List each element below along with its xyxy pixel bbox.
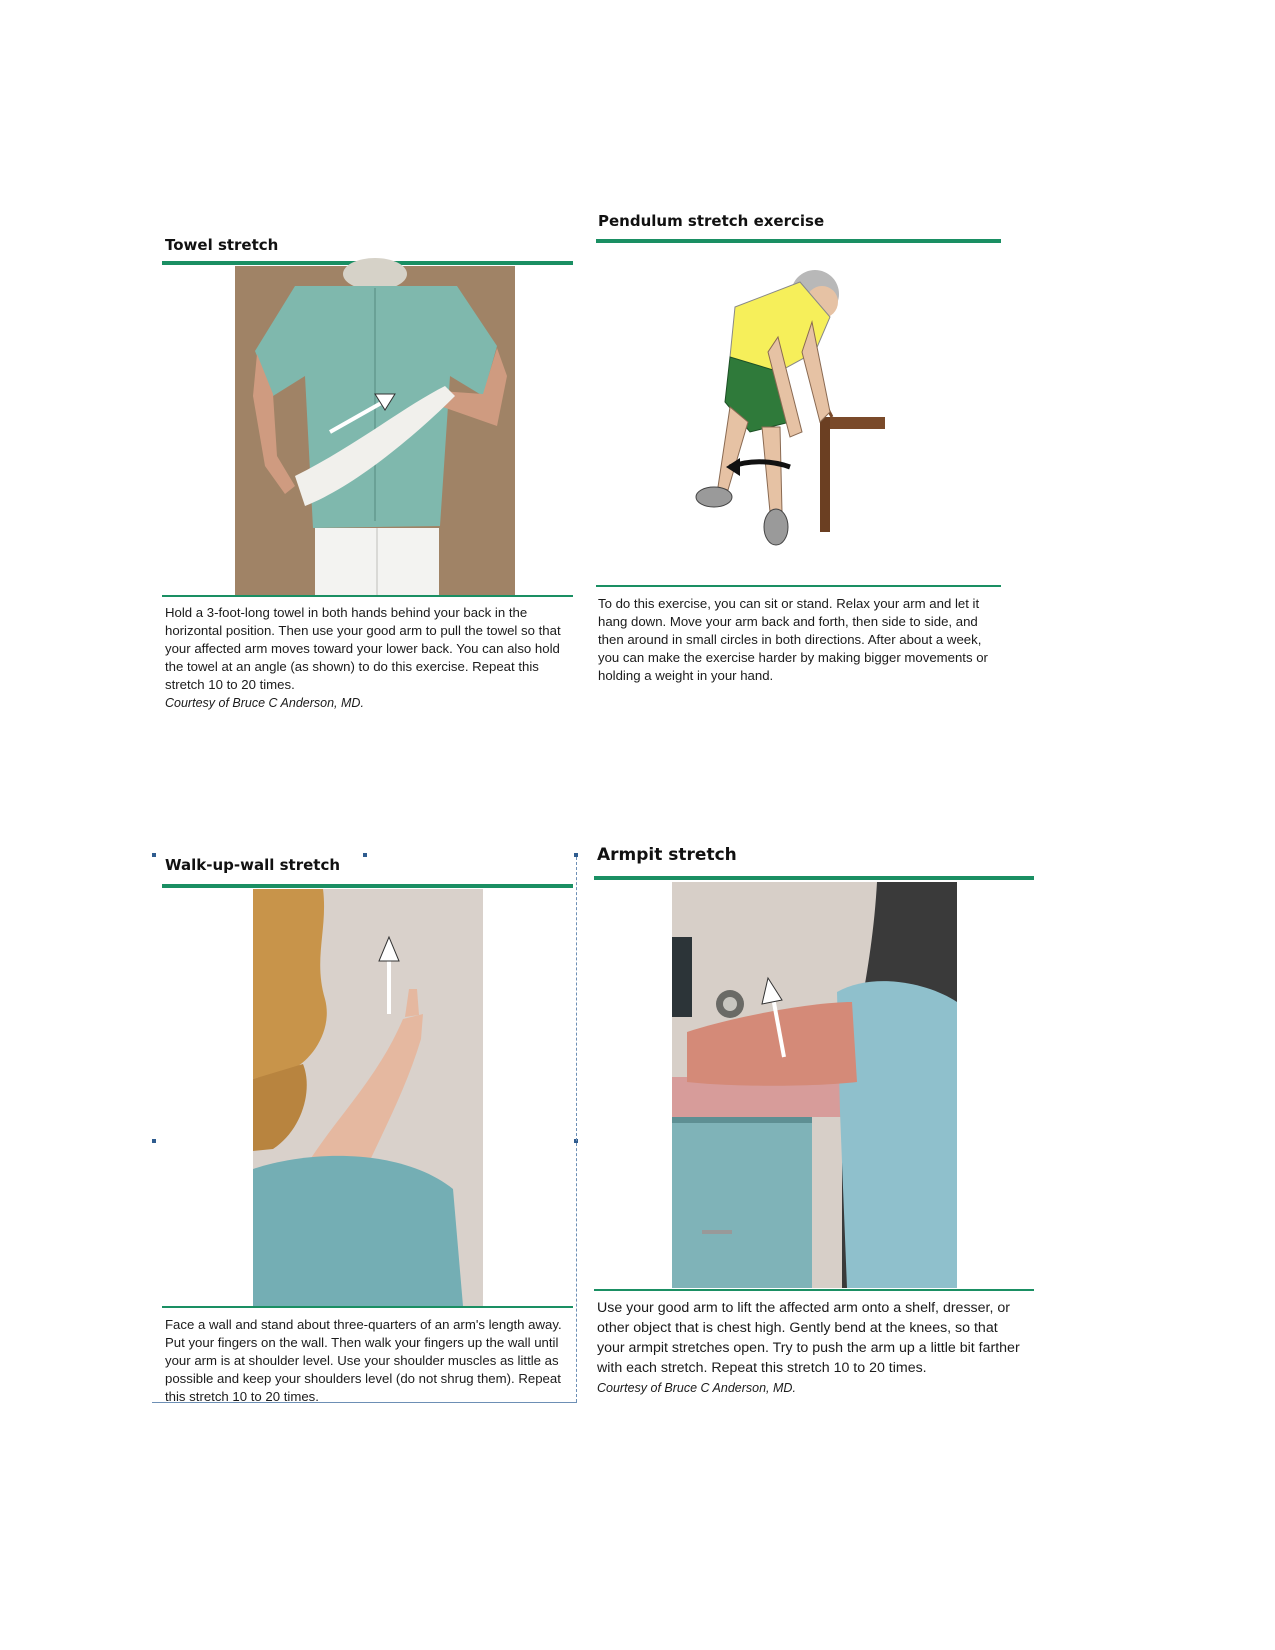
pendulum-illustration bbox=[690, 262, 900, 572]
armpit-stretch-text bbox=[597, 1298, 1027, 1398]
selection-frame-right-edge bbox=[576, 857, 577, 1402]
towel-stretch-photo bbox=[235, 266, 515, 595]
armpit-stretch-title: Armpit stretch bbox=[597, 845, 737, 865]
pendulum-stretch-text: To do this exercise, you can sit or stand. Relax your arm and let it hang down. Move your arm back and forth, then side to side, and then around in small circles in both directions. After about a week, you can make the exercise harder by making bigger movements or holding a weight in your hand. bbox=[598, 596, 988, 683]
towel-stretch-description: Hold a 3-foot-long towel in both hands behind your back in the horizontal position. Then use your good arm to pull the towel so that your affected arm moves toward your lower back. You can also hold the towel at an angle (as shown) to do this exercise. Repeat this stretch 10 to 20 times. bbox=[165, 605, 561, 692]
towel-photo-rule bbox=[162, 595, 573, 597]
armpit-stretch-photo bbox=[672, 882, 957, 1288]
armpit-title-rule bbox=[594, 876, 1034, 880]
towel-stretch-credit: Courtesy of Bruce C Anderson, MD. bbox=[165, 696, 364, 710]
armpit-photo-rule bbox=[594, 1289, 1034, 1291]
armpit-stretch-credit: Courtesy of Bruce C Anderson, MD. bbox=[597, 1381, 796, 1395]
towel-stretch-text bbox=[165, 604, 570, 710]
selection-handle-top-left[interactable] bbox=[152, 853, 156, 857]
pendulum-stretch-title: Pendulum stretch exercise bbox=[598, 212, 825, 230]
towel-stretch-title: Towel stretch bbox=[165, 236, 279, 254]
selection-handle-middle-left[interactable] bbox=[152, 1139, 156, 1143]
walk-up-wall-photo-rule bbox=[162, 1306, 573, 1308]
walk-up-wall-title: Walk-up-wall stretch bbox=[165, 856, 341, 874]
walk-up-wall-photo bbox=[253, 889, 483, 1306]
selection-handle-top-center[interactable] bbox=[363, 853, 367, 857]
walk-up-wall-text: Face a wall and stand about three-quarters of an arm's length away. Put your fingers on the wall. Then walk your fingers up the wall until your arm is at shoulder level. Use your shoulder muscles as little as possible and keep your shoulders level (do not shrug them). Repeat this stretch 10 to 20 times. bbox=[165, 1317, 562, 1404]
armpit-stretch-description: Use your good arm to lift the affected arm onto a shelf, dresser, or other object that is chest high. Gently bend at the knees, so that your armpit stretches open. Try to push the arm up a little bit farther with each stretch. Repeat this stretch 10 to 20 times. bbox=[597, 1300, 1020, 1376]
pendulum-photo-rule bbox=[596, 585, 1001, 587]
pendulum-title-rule bbox=[596, 239, 1001, 243]
walk-up-wall-title-rule bbox=[162, 884, 573, 888]
